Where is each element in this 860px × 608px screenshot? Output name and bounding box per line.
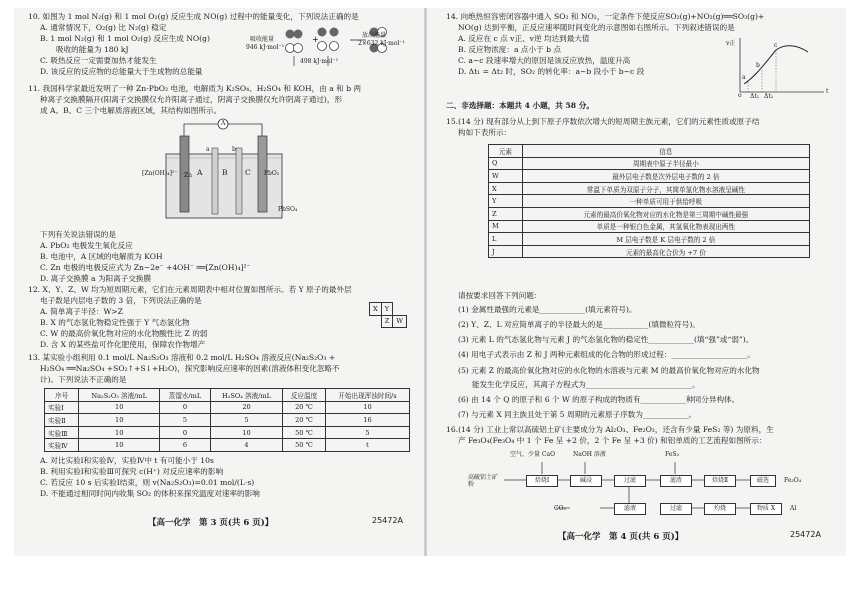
table-cell: W — [489, 170, 523, 183]
table-header: Na₂S₂O₃ 溶液/mL — [79, 389, 160, 402]
q12-stem-2: 电子数是内层电子数的 3 倍，下列说法正确的是 — [40, 296, 202, 305]
flow-step-substance-x: 物质 X — [750, 503, 782, 515]
table-cell: 4 — [210, 439, 282, 452]
periodic-grid — [369, 302, 407, 328]
q14-stem-1: 14. 向绝热恒容密闭容器中通入 SO₂ 和 NO₂，一定条件下使反应SO₂(g)+NO₂(g)══SO₃(g)+ — [446, 12, 765, 21]
q12-option-b: B. X 的气态氢化物稳定性强于 Y 气态氢化物 — [40, 318, 190, 327]
q14-option-a: A. 反应在 c 点 v正、v逆 均达到最大值 — [458, 34, 590, 43]
flow-step-filter-2: 过滤 — [660, 503, 692, 515]
flow-product-fe3o4: Fe₃O₄ — [784, 477, 802, 484]
table-row — [45, 414, 410, 427]
q15-item-7: (7) 与元素 X 同主族且处于第 5 周期的元素原子序数为____________。 — [458, 410, 697, 419]
q11-option-d: D. 离子交换膜 a 为阳离子交换膜 — [40, 274, 152, 283]
pbo2-label: PbO₂ — [264, 170, 280, 177]
flow-raw-material: 高硫铝土矿粉 — [468, 474, 499, 488]
q10-energy-1: 946 kJ·mol⁻¹ — [246, 44, 285, 51]
q15-stem-1: 15.(14 分) 现有部分从上到下原子序数依次增大的短周期主族元素，它们的元素性质或原子结 — [446, 117, 760, 126]
table-cell: 5 — [210, 414, 282, 427]
table-cell: 实验Ⅱ — [45, 414, 79, 427]
table-cell: 20 ℃ — [283, 414, 326, 427]
table-row — [489, 170, 810, 183]
q10-option-c: C. 吸热反应一定需要加热才能发生 — [40, 56, 157, 65]
table-row — [45, 426, 410, 439]
svg-text:+: + — [312, 35, 319, 44]
table-cell: 5 — [325, 426, 409, 439]
q11-stem-2: 种离子交换膜隔开(阳离子交换膜仅允许阳离子通过，阴离子交换膜仅允许阴离子通过)，形 — [40, 95, 343, 104]
table-row — [489, 182, 810, 195]
table-cell: 实验Ⅲ — [45, 426, 79, 439]
q15-stem-2: 构如下表所示： — [458, 128, 512, 137]
right-footer: 【高一化学 第 4 页(共 6 页)】 — [558, 532, 684, 542]
table-cell: 元素的最高化合价为 +7 价 — [522, 245, 809, 258]
q11-option-c: C. Zn 电极的电极反应式为 Zn−2e⁻ +4OH⁻ ══[Zn(OH)₄]²⁻ — [40, 263, 251, 272]
q13-option-d: D. 不能通过相同时间内收集 SO₂ 的体积来探究温度对速率的影响 — [40, 489, 260, 498]
table-row — [489, 233, 810, 246]
flow-reagent-2: NaOH 溶液 — [573, 451, 606, 458]
table-cell: 10 — [79, 401, 160, 414]
grid-x: X — [370, 303, 382, 316]
table-cell: 0 — [160, 426, 211, 439]
q10-option-d: D. 该反应的反应物的总能量大于生成物的总能量 — [40, 67, 203, 76]
graph-dt2: Δt₂ — [764, 93, 774, 100]
q13-stem-3: 计)。下列说法不正确的是 — [40, 375, 127, 384]
q15-item-2: (2) Y、Z、L 对应简单离子的半径最大的是____________(填微粒符号)。 — [458, 320, 700, 329]
table-row — [45, 401, 410, 414]
table-header: 元素 — [489, 145, 523, 158]
table-row — [489, 207, 810, 220]
flow-co2: CO₂ — [554, 505, 566, 512]
q12-option-d: D. 含 X 的某些盐可作化肥使用，保障农作物增产 — [40, 340, 206, 349]
region-b-label: B — [222, 168, 228, 177]
q14-option-b: B. 反应物浓度：a 点小于 b 点 — [458, 45, 561, 54]
grid-w: W — [393, 315, 407, 328]
q13-option-a: A. 对比实验Ⅰ和实验Ⅳ，实验Ⅳ中 t 有可能小于 10s — [40, 456, 214, 465]
table-header: H₂SO₄ 溶液/mL — [210, 389, 282, 402]
flow-reagent-3: FeS₂ — [665, 451, 679, 458]
table-cell: 最外层电子数是次外层电子数的 2 倍 — [522, 170, 809, 183]
q16-stem-2: 产 Fe₃O₄(Fe₃O₄ 中 1 个 Fe 呈 +2 价，2 个 Fe 呈 +3 价) 和铝单质的工艺流程如图所示： — [458, 436, 767, 445]
table-cell: 一种单质可用于供给呼吸 — [522, 195, 809, 208]
table-row — [489, 157, 810, 170]
table-cell: 10 — [79, 439, 160, 452]
table-cell: 单质是一种银白色金属，其氢氧化物表现出两性 — [522, 220, 809, 233]
table-header: 序号 — [45, 389, 79, 402]
q11-option-b: B. 电池中，A 区域的电解质为 KOH — [40, 252, 163, 261]
q15-item-4: (4) 用电子式表示由 Z 和 J 两种元素组成的化合物的形成过程：____________________。 — [458, 350, 755, 359]
q12-stem-1: 12. X、Y、Z、W 均为短周期元素，它们在元素周期表中相对位置如图所示。若 Y 原子的最外层 — [28, 285, 352, 294]
flow-step-residue: 滤渣 — [660, 475, 692, 487]
table-cell: 50 ℃ — [283, 426, 326, 439]
table-row — [489, 245, 810, 258]
flow-step-roast-1: 焙烧Ⅰ — [526, 475, 558, 487]
left-footer: 【高一化学 第 3 页(共 6 页)】 — [148, 518, 274, 528]
ammeter-label: A — [221, 120, 226, 127]
zincate-label: [Zn(OH)₄]²⁻ — [142, 170, 178, 177]
q13-table — [44, 388, 410, 452]
table-cell: 16 — [325, 414, 409, 427]
left-code: 25472A — [372, 516, 403, 525]
q10-stem: 10. 如图为 1 mol N₂(g) 和 1 mol O₂(g) 反应生成 NO(g) 过程中的能量变化，下列说法正确的是 — [28, 12, 359, 21]
region-c-label: C — [245, 168, 251, 177]
table-cell: Q — [489, 157, 523, 170]
zn-label: Zn — [184, 172, 193, 179]
table-cell: 20 — [210, 401, 282, 414]
table-cell: 5 — [160, 414, 211, 427]
grid-z: Z — [381, 315, 393, 328]
q10-energy-2: 498 kJ·mol⁻¹ — [300, 58, 339, 65]
q10-option-b: B. 1 mol N₂(g) 和 1 mol O₂(g) 反应生成 NO(g) — [40, 34, 210, 43]
table-header: 信息 — [522, 145, 809, 158]
q14-option-c: C. a∼c 段速率增大的原因是该反应放热，温度升高 — [458, 56, 631, 65]
flow-step-alkali-leach: 碱浸 — [570, 475, 602, 487]
flow-step-filter-1: 过滤 — [614, 475, 646, 487]
q12-option-a: A. 简单离子半径：W>Z — [40, 307, 123, 316]
right-code: 25472A — [790, 530, 821, 539]
table-cell: 常温下单质为双原子分子，其简单氢化物水溶液呈碱性 — [522, 182, 809, 195]
table-cell: M — [489, 220, 523, 233]
rate-time-graph — [736, 36, 828, 98]
flow-product-al: Al — [790, 505, 797, 512]
q10-release-label: 放出能量 — [362, 32, 387, 39]
flow-reagent-1: 空气、少量 CaO — [510, 451, 555, 458]
graph-point-b: b — [756, 62, 760, 69]
table-cell: 10 — [325, 401, 409, 414]
flow-step-magnetic: 磁选 — [750, 475, 776, 487]
graph-origin-label: o — [738, 92, 742, 99]
table-cell: Z — [489, 207, 523, 220]
table-header: 反应温度 — [283, 389, 326, 402]
membrane-a-label: a — [206, 146, 210, 153]
graph-xaxis-label: t — [826, 88, 829, 95]
table-header: 蒸馏水/mL — [160, 389, 211, 402]
q11-stem-3: 成 A、B、C 三个电解质溶液区域，其结构如图所示。 — [40, 106, 222, 115]
table-cell: t — [325, 439, 409, 452]
q15-item-3: (3) 元素 L 的气态氢化物与元素 J 的气态氢化物的稳定性____________(填“强”或“弱”)。 — [458, 335, 754, 344]
q13-stem-2: H₂SO₄ ══Na₂SO₄ +SO₂↑+S↓+H₂O)，探究影响反应速率的因素(溶液体积变化忽略不 — [40, 364, 340, 373]
q15-lead: 请按要求回答下列问题： — [458, 291, 542, 300]
q12-option-c: C. W 的最高价氧化物对应的水化物酸性比 Z 的弱 — [40, 329, 208, 338]
section-heading: 二、非选择题：本题共 4 小题，共 58 分。 — [446, 101, 594, 110]
table-cell: 0 — [160, 401, 211, 414]
q13-option-c: C. 若反应 10 s 后实验Ⅰ结束，则 v(Na₂S₂O₃)=0.01 mol/(L·s) — [40, 478, 255, 487]
q15-item-1: (1) 金属性最强的元素是____________(填元素符号)。 — [458, 305, 637, 314]
table-cell: X — [489, 182, 523, 195]
table-cell: 20 ℃ — [283, 401, 326, 414]
membrane-b-label: b — [232, 146, 236, 153]
table-cell: 实验Ⅳ — [45, 439, 79, 452]
table-row — [489, 220, 810, 233]
q15-item-5-cont: 能发生化学反应，其离子方程式为____________________________。 — [472, 380, 700, 389]
graph-point-a: a — [742, 74, 746, 81]
table-header: 开始出现浑浊时间/s — [325, 389, 409, 402]
grid-y: Y — [381, 303, 393, 316]
table-cell: 实验Ⅰ — [45, 401, 79, 414]
graph-yaxis-label: v正 — [726, 40, 736, 47]
table-cell: 元素的最高价氧化物对应的水化物是第三周期中碱性最强 — [522, 207, 809, 220]
table-cell: 6 — [160, 439, 211, 452]
flow-step-calcine: 灼烧 — [704, 503, 736, 515]
page-fold — [424, 8, 427, 556]
flow-step-roast-2: 焙烧Ⅱ — [704, 475, 736, 487]
table-cell: 周期表中原子半径最小 — [522, 157, 809, 170]
q14-stem-2: NO(g) 达到平衡，正反应速率随时间变化的示意图如右图所示。下列叙述错误的是 — [458, 23, 735, 32]
graph-point-c: c — [774, 42, 778, 49]
q10-absorb-label: 吸收能量 — [250, 36, 275, 43]
q11-lead: 下列有关说法错误的是 — [40, 230, 116, 239]
table-row — [489, 195, 810, 208]
q10-option-b-cont: 吸收的能量为 180 kJ — [56, 45, 129, 54]
table-cell: 10 — [210, 426, 282, 439]
pbso4-label: PbSO₄ — [278, 206, 298, 213]
q16-stem-1: 16.(14 分) 工业上常以高硫铝土矿(主要成分为 Al₂O₃、Fe₂O₃，还含有少量 FeS₂ 等) 为原料，生 — [446, 425, 774, 434]
q15-table — [488, 144, 810, 258]
table-cell: 50 ℃ — [283, 439, 326, 452]
table-cell: J — [489, 245, 523, 258]
q14-option-d: D. Δt₁ = Δt₂ 时，SO₂ 的转化率：a∼b 段小于 b∼c 段 — [458, 67, 645, 76]
q11-stem-1: 11. 我国科学家最近发明了一种 Zn-PbO₂ 电池，电解质为 K₂SO₄、H₂SO₄ 和 KOH，由 a 和 b 两 — [28, 84, 362, 93]
table-cell: L — [489, 233, 523, 246]
table-cell: M 层电子数是 K 层电子数的 2 倍 — [522, 233, 809, 246]
q13-option-b: B. 利用实验Ⅰ和实验Ⅲ可探究 c(H⁺) 对反应速率的影响 — [40, 467, 224, 476]
table-row — [45, 439, 410, 452]
flow-step-filtrate: 滤液 — [614, 503, 646, 515]
q13-stem-1: 13. 某实验小组利用 0.1 mol/L Na₂S₂O₃ 溶液和 0.2 mol/L H₂SO₄ 溶液反应(Na₂S₂O₃ + — [28, 353, 336, 362]
table-cell: 10 — [79, 414, 160, 427]
table-cell: Y — [489, 195, 523, 208]
q10-energy-3: 2×632 kJ·mol⁻¹ — [358, 40, 405, 47]
q10-option-a: A. 通常情况下，O₂(g) 比 N₂(g) 稳定 — [40, 23, 167, 32]
q11-option-a: A. PbO₂ 电极发生氧化反应 — [40, 241, 133, 250]
table-cell: 10 — [79, 426, 160, 439]
region-a-label: A — [197, 168, 203, 177]
graph-dt1: Δt₁ — [750, 93, 760, 100]
q15-item-5: (5) 元素 Z 的最高价氧化物对应的水化物的水溶液与元素 M 的最高价氧化物对应的水化物 — [458, 366, 760, 375]
q15-item-6: (6) 由 14 个 Q 的原子和 6 个 W 的原子构成的物质有____________种同分异构体。 — [458, 395, 740, 404]
